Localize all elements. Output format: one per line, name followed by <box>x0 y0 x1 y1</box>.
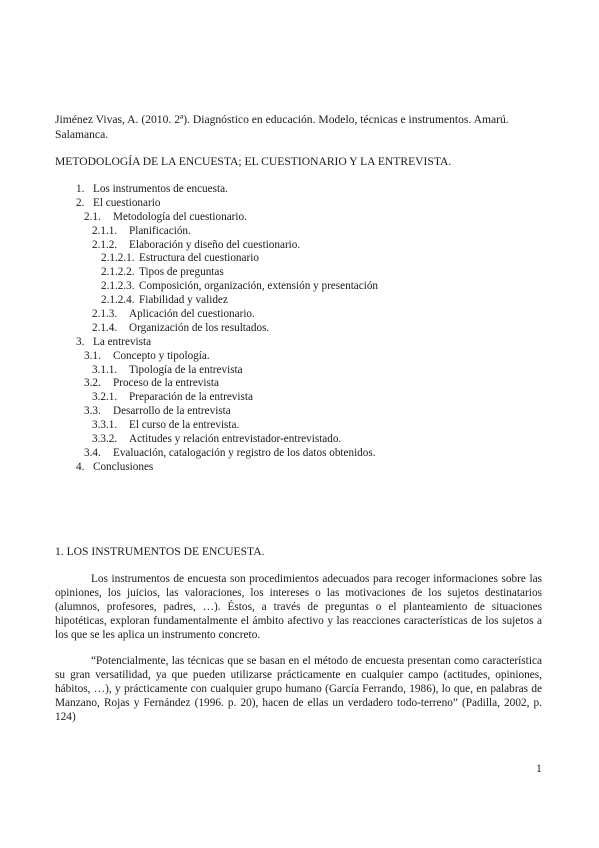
toc-item-label: Tipos de preguntas <box>139 266 224 279</box>
toc-item-number: 2.1.2. <box>92 238 118 251</box>
toc-item <box>0 433 599 447</box>
toc-item-number: 2.1.1. <box>92 224 118 237</box>
toc-item-label: Los instrumentos de encuesta. <box>93 183 228 195</box>
toc-item <box>0 461 599 475</box>
toc-item-number: 3.4. <box>84 446 101 459</box>
section-heading: 1. LOS INSTRUMENTOS DE ENCUESTA. <box>55 545 265 558</box>
toc-item <box>0 252 599 266</box>
toc-item-number: 3.1.1. <box>92 363 118 376</box>
toc-item-number: 1. <box>76 183 85 195</box>
toc-item <box>0 322 599 336</box>
toc-item-label: Fiabilidad y validez <box>139 294 228 307</box>
toc-item <box>0 294 599 308</box>
toc-item-number: 2.1.3. <box>92 308 118 321</box>
toc-item <box>0 350 599 364</box>
bibliographic-reference: Jiménez Vivas, A. (2010. 2ª). Diagnóstico en educación. Modelo, técnicas e instrumentos. Amarú. Salamanca. <box>55 113 509 141</box>
toc-item-label: La entrevista <box>93 335 152 348</box>
toc-item-label: Concepto y tipología. <box>113 349 210 362</box>
toc-item-label: El curso de la entrevista. <box>129 419 240 432</box>
table-of-contents <box>0 183 599 475</box>
toc-item-number: 3.3. <box>84 405 101 418</box>
block-quote: “Potencialmente, las técnicas que se basan en el método de encuesta presentan como característica su gran versatilidad, ya que pueden utilizarse prácticamente en cualquier campo (actitudes, opiniones, hábitos, …), y prácticamente con cualquier grupo humano (García Ferrando, 1986), lo que, en palabras de Manzano, Rojas y Fernández (1996. p. 20), hacen de ellas un verdadero todo-terreno” (Padilla, 2002, p. 124) <box>55 655 542 724</box>
toc-item-label: Aplicación del cuestionario. <box>129 308 255 321</box>
toc-item-number: 3.2. <box>84 377 101 390</box>
toc-item <box>0 405 599 419</box>
toc-item-number: 3.1. <box>84 349 101 362</box>
toc-item <box>0 280 599 294</box>
toc-item <box>0 211 599 225</box>
toc-item <box>0 225 599 239</box>
toc-item-number: 2.1. <box>84 210 101 223</box>
toc-item-label: Evaluación, catalogación y registro de los datos obtenidos. <box>113 446 376 459</box>
toc-item-number: 2.1.2.3. <box>101 280 135 293</box>
toc-item-label: Conclusiones <box>93 460 154 473</box>
toc-item-label: Desarrollo de la entrevista <box>113 405 231 418</box>
toc-item-label: Tipología de la entrevista <box>129 363 243 376</box>
toc-item <box>0 197 599 211</box>
toc-item-label: Metodología del cuestionario. <box>113 210 247 223</box>
toc-item-number: 2.1.2.2. <box>101 266 135 279</box>
toc-item-label: El cuestionario <box>93 196 161 209</box>
toc-item-number: 3. <box>76 335 85 348</box>
toc-item <box>0 419 599 433</box>
toc-item-number: 3.3.2. <box>92 433 118 446</box>
toc-item-label: Preparación de la entrevista <box>129 391 253 404</box>
toc-item <box>0 447 599 461</box>
toc-item-number: 2.1.2.1. <box>101 252 135 265</box>
document-title: METODOLOGÍA DE LA ENCUESTA; EL CUESTIONARIO Y LA ENTREVISTA. <box>55 155 452 168</box>
toc-item-label: Planificación. <box>129 224 191 237</box>
toc-item <box>0 364 599 378</box>
toc-item-label: Organización de los resultados. <box>129 321 270 334</box>
toc-item-number: 2. <box>76 196 85 209</box>
toc-item <box>0 336 599 350</box>
toc-item-label: Elaboración y diseño del cuestionario. <box>129 238 301 251</box>
toc-item-label: Estructura del cuestionario <box>139 252 259 265</box>
toc-item-label: Composición, organización, extensión y presentación <box>139 280 379 293</box>
toc-item-number: 2.1.2.4. <box>101 294 135 307</box>
toc-item-number: 2.1.4. <box>92 321 118 334</box>
toc-item <box>0 308 599 322</box>
toc-item-label: Actitudes y relación entrevistador-entrevistado. <box>129 433 342 446</box>
body-paragraph: Los instrumentos de encuesta son procedimientos adecuados para recoger informaciones sobre las opiniones, los juicios, las valoraciones, los intereses o las motivaciones de los sujetos destinatarios (alumnos, profesores, padres, …). Éstos, a través de preguntas o el planteamiento de situaciones hipotéticas, exploran fundamentalmente el ámbito afectivo y las reacciones características de los sujetos a los que se les aplica un instrumento concreto. <box>55 573 542 642</box>
toc-item <box>0 183 599 197</box>
toc-item-number: 3.3.1. <box>92 419 118 432</box>
toc-item <box>0 391 599 405</box>
toc-item <box>0 377 599 391</box>
toc-item <box>0 266 599 280</box>
toc-item-number: 3.2.1. <box>92 391 118 404</box>
toc-item <box>0 239 599 253</box>
toc-item-number: 4. <box>76 460 85 473</box>
toc-item-label: Proceso de la entrevista <box>113 377 219 390</box>
page-number: 1 <box>536 762 542 775</box>
